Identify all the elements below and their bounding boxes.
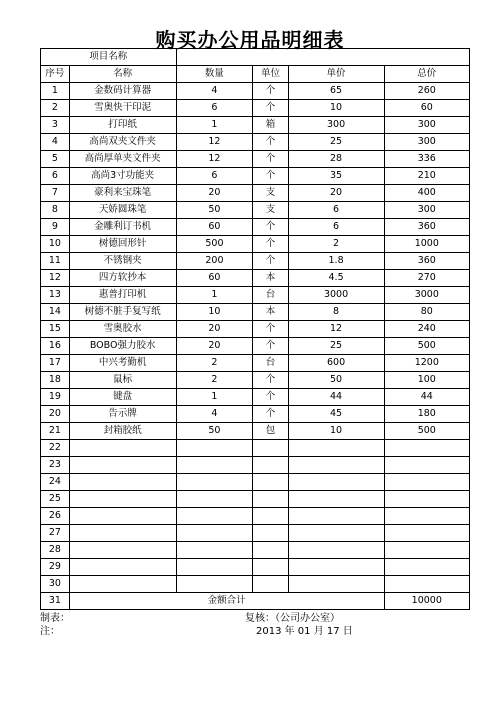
cell-price [288,525,384,542]
total-amount: 10000 [384,593,469,610]
header-qty: 数量 [176,66,253,83]
cell-total [384,576,469,593]
cell-total: 1200 [384,355,469,372]
cell-no: 22 [41,440,70,457]
cell-no: 11 [41,253,70,270]
header-no: 序号 [41,66,70,83]
table-row [41,338,470,355]
table-row [41,355,470,372]
cell-unit [253,457,288,474]
cell-total [384,559,469,576]
cell-no: 29 [41,559,70,576]
cell-price: 2 [288,236,384,253]
cell-total: 360 [384,219,469,236]
table-row [41,542,470,559]
cell-qty [176,474,253,491]
cell-total: 500 [384,338,469,355]
cell-no: 4 [41,134,70,151]
cell-qty [176,525,253,542]
cell-no: 20 [41,406,70,423]
cell-price: 35 [288,168,384,185]
cell-total: 260 [384,83,469,100]
cell-unit: 个 [253,168,288,185]
cell-total [384,525,469,542]
table-row [41,168,470,185]
cell-no: 13 [41,287,70,304]
cell-name: 高尚3寸功能夹 [69,168,176,185]
table-row [41,508,470,525]
cell-no: 24 [41,474,70,491]
cell-total: 210 [384,168,469,185]
cell-unit [253,576,288,593]
cell-total: 300 [384,202,469,219]
cell-no: 7 [41,185,70,202]
cell-name: 树德不脏手复写纸 [69,304,176,321]
cell-total: 300 [384,134,469,151]
table-row [41,321,470,338]
cell-no: 6 [41,168,70,185]
cell-unit: 个 [253,372,288,389]
cell-name: 金数码计算器 [69,83,176,100]
cell-price: 6 [288,219,384,236]
cell-unit [253,491,288,508]
cell-price: 25 [288,134,384,151]
cell-unit: 包 [253,423,288,440]
cell-unit: 个 [253,100,288,117]
cell-qty: 200 [176,253,253,270]
cell-no: 12 [41,270,70,287]
cell-price: 10 [288,423,384,440]
cell-unit: 个 [253,406,288,423]
maker-label: 制表： [40,613,70,624]
cell-price [288,491,384,508]
cell-name [69,440,176,457]
cell-total [384,457,469,474]
cell-total: 270 [384,270,469,287]
table-row [41,372,470,389]
cell-unit: 个 [253,219,288,236]
cell-name [69,576,176,593]
cell-no: 15 [41,321,70,338]
cell-no: 5 [41,151,70,168]
cell-name: 高尚厚单夹文件夹 [69,151,176,168]
cell-qty [176,440,253,457]
table-row [41,202,470,219]
cell-unit [253,440,288,457]
cell-qty: 10 [176,304,253,321]
note-label: 注： [40,626,60,637]
cell-name: 封箱胶纸 [69,423,176,440]
cell-unit: 个 [253,338,288,355]
cell-price [288,457,384,474]
cell-name [69,542,176,559]
cell-unit: 个 [253,83,288,100]
cell-unit [253,525,288,542]
table-row [41,270,470,287]
cell-total: 360 [384,253,469,270]
cell-no: 23 [41,457,70,474]
cell-total: 180 [384,406,469,423]
cell-no: 18 [41,372,70,389]
cell-qty [176,491,253,508]
table-row [41,83,470,100]
cell-price [288,440,384,457]
cell-total: 80 [384,304,469,321]
cell-total: 500 [384,423,469,440]
table-row [41,406,470,423]
cell-unit: 本 [253,304,288,321]
cell-price: 1.8 [288,253,384,270]
cell-no: 3 [41,117,70,134]
cell-total: 400 [384,185,469,202]
cell-price: 300 [288,117,384,134]
cell-name [69,559,176,576]
cell-total: 3000 [384,287,469,304]
cell-name [69,525,176,542]
cell-total: 100 [384,372,469,389]
cell-name: 豪利来宝珠笔 [69,185,176,202]
cell-qty: 50 [176,202,253,219]
reviewer-label: 复核：（公司办公室） [245,613,340,624]
cell-name: 告示牌 [69,406,176,423]
cell-total: 44 [384,389,469,406]
cell-unit: 支 [253,185,288,202]
cell-price: 28 [288,151,384,168]
total-label: 金额合计 [69,593,384,610]
cell-qty [176,508,253,525]
cell-unit [253,474,288,491]
cell-name: 高尚双夹文件夹 [69,134,176,151]
cell-unit [253,508,288,525]
cell-price: 20 [288,185,384,202]
cell-unit: 台 [253,355,288,372]
cell-qty: 1 [176,117,253,134]
cell-qty [176,542,253,559]
table-row [41,559,470,576]
cell-unit: 支 [253,202,288,219]
cell-no: 9 [41,219,70,236]
cell-price: 4.5 [288,270,384,287]
cell-price: 25 [288,338,384,355]
table-row [41,100,470,117]
cell-total: 1000 [384,236,469,253]
table-row [41,287,470,304]
cell-qty: 60 [176,270,253,287]
cell-no: 21 [41,423,70,440]
cell-qty: 1 [176,287,253,304]
table-row [41,491,470,508]
cell-total: 60 [384,100,469,117]
cell-total: 240 [384,321,469,338]
cell-qty: 6 [176,100,253,117]
cell-name [69,491,176,508]
cell-price: 45 [288,406,384,423]
cell-qty: 20 [176,185,253,202]
cell-no: 8 [41,202,70,219]
cell-price [288,542,384,559]
cell-unit: 个 [253,134,288,151]
total-row [41,593,470,610]
table-row [41,219,470,236]
table-row [41,474,470,491]
purchase-table [40,48,470,610]
cell-qty: 20 [176,321,253,338]
cell-unit: 个 [253,389,288,406]
date-text: 2013 年 01 月 17 日 [256,626,353,637]
cell-total [384,491,469,508]
header-name: 名称 [69,66,176,83]
cell-no: 27 [41,525,70,542]
cell-qty: 12 [176,151,253,168]
cell-price: 3000 [288,287,384,304]
table-row [41,185,470,202]
cell-no: 25 [41,491,70,508]
cell-name [69,457,176,474]
cell-price [288,576,384,593]
page-title: 购买办公用品明细表 [155,28,345,52]
cell-qty: 500 [176,236,253,253]
cell-no: 1 [41,83,70,100]
cell-name: 雪奥胶水 [69,321,176,338]
cell-name [69,508,176,525]
cell-name: 天娇圆珠笔 [69,202,176,219]
project-name-value [176,49,469,66]
table-row [41,134,470,151]
cell-price: 6 [288,202,384,219]
cell-unit: 台 [253,287,288,304]
cell-price: 65 [288,83,384,100]
cell-unit: 本 [253,270,288,287]
table-row [41,304,470,321]
table-row [41,457,470,474]
cell-name: 树德回形针 [69,236,176,253]
cell-unit: 箱 [253,117,288,134]
cell-price: 8 [288,304,384,321]
table-row [41,236,470,253]
cell-qty [176,457,253,474]
cell-total [384,508,469,525]
cell-name: 雪奥快干印泥 [69,100,176,117]
cell-name: 中兴考勤机 [69,355,176,372]
cell-price: 10 [288,100,384,117]
cell-qty: 60 [176,219,253,236]
cell-name: 惠普打印机 [69,287,176,304]
cell-name: 打印纸 [69,117,176,134]
table-row [41,253,470,270]
cell-total [384,542,469,559]
cell-no: 17 [41,355,70,372]
cell-total [384,474,469,491]
cell-name: BOBO强力胶水 [69,338,176,355]
cell-total: 300 [384,117,469,134]
table-row [41,117,470,134]
table-row [41,525,470,542]
cell-price [288,508,384,525]
header-unit: 单位 [253,66,288,83]
project-name-row [41,49,470,66]
cell-unit [253,542,288,559]
cell-name: 四方软抄本 [69,270,176,287]
cell-unit: 个 [253,253,288,270]
cell-no: 10 [41,236,70,253]
table-row [41,389,470,406]
cell-price: 44 [288,389,384,406]
cell-total [384,440,469,457]
cell-qty: 2 [176,372,253,389]
cell-no: 26 [41,508,70,525]
cell-qty: 12 [176,134,253,151]
cell-unit: 个 [253,151,288,168]
cell-name: 不锈钢夹 [69,253,176,270]
project-name-label: 项目名称 [41,49,177,66]
header-total: 总价 [384,66,469,83]
cell-qty: 4 [176,83,253,100]
cell-qty [176,576,253,593]
cell-name: 金雕利订书机 [69,219,176,236]
cell-name: 键盘 [69,389,176,406]
cell-no: 19 [41,389,70,406]
table-row [41,151,470,168]
cell-qty [176,559,253,576]
cell-qty: 2 [176,355,253,372]
cell-no: 28 [41,542,70,559]
cell-qty: 50 [176,423,253,440]
cell-price: 600 [288,355,384,372]
cell-no: 30 [41,576,70,593]
cell-qty: 4 [176,406,253,423]
cell-no: 2 [41,100,70,117]
header-price: 单价 [288,66,384,83]
table-row [41,576,470,593]
table-row [41,423,470,440]
cell-qty: 1 [176,389,253,406]
cell-no: 14 [41,304,70,321]
cell-total: 336 [384,151,469,168]
cell-unit [253,559,288,576]
cell-name [69,474,176,491]
cell-name: 鼠标 [69,372,176,389]
total-row-no: 31 [41,593,70,610]
cell-price: 50 [288,372,384,389]
cell-qty: 6 [176,168,253,185]
column-header-row [41,66,470,83]
table-row [41,440,470,457]
cell-price [288,559,384,576]
cell-price: 12 [288,321,384,338]
cell-unit: 个 [253,236,288,253]
cell-price [288,474,384,491]
cell-qty: 20 [176,338,253,355]
cell-no: 16 [41,338,70,355]
cell-unit: 个 [253,321,288,338]
